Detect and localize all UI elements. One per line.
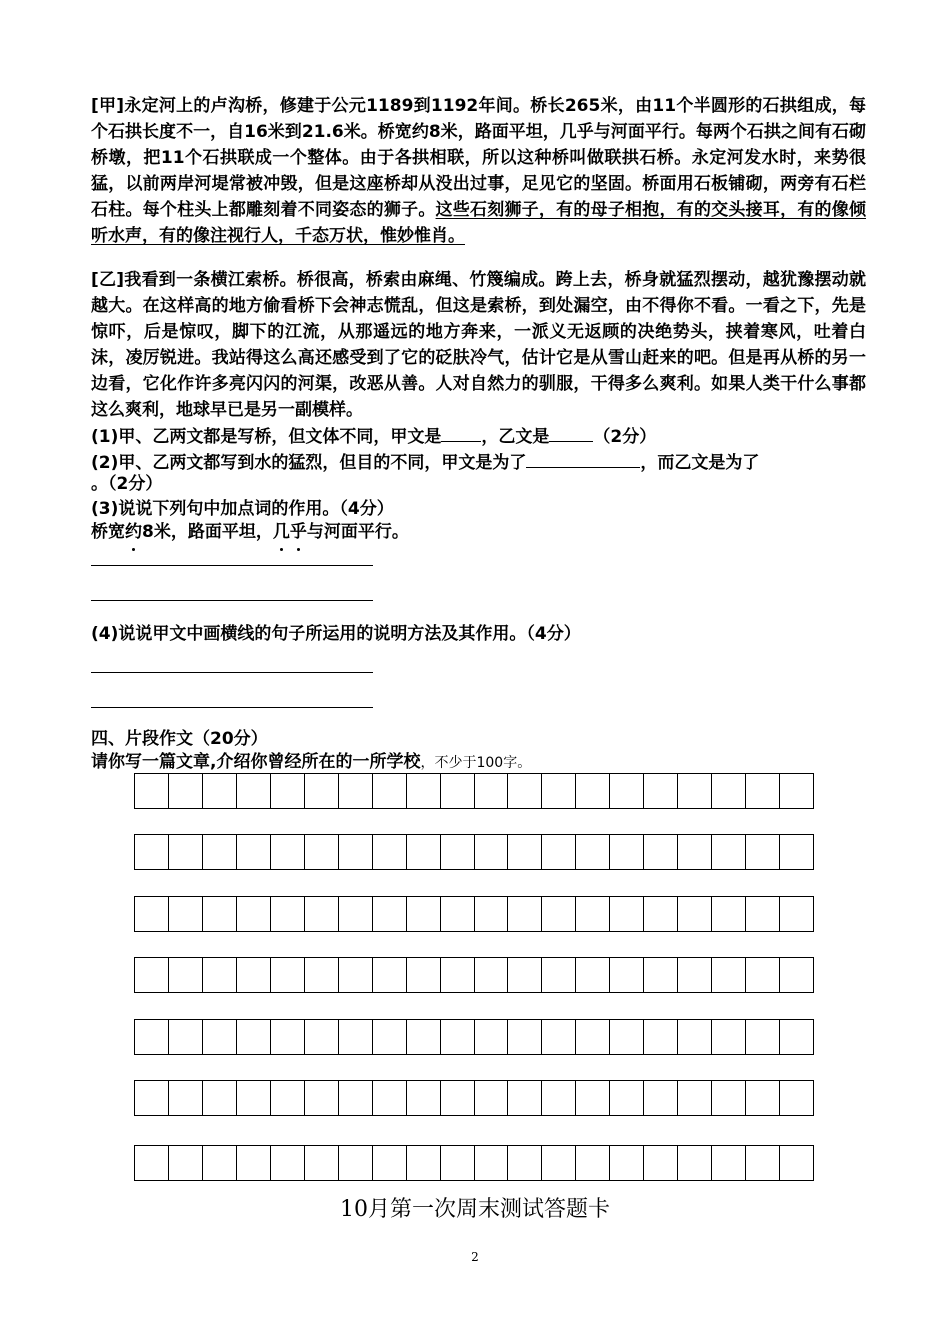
grid-cell[interactable] bbox=[407, 1146, 441, 1180]
grid-row bbox=[134, 834, 814, 870]
grid-cell[interactable] bbox=[644, 1020, 678, 1054]
grid-cell[interactable] bbox=[780, 835, 813, 869]
grid-cell[interactable] bbox=[780, 1081, 813, 1115]
grid-cell[interactable] bbox=[712, 1020, 746, 1054]
grid-cell[interactable] bbox=[678, 958, 712, 992]
question-3-sentence bbox=[91, 519, 871, 545]
grid-cell[interactable] bbox=[237, 1020, 271, 1054]
grid-cell[interactable] bbox=[678, 1081, 712, 1115]
grid-cell[interactable] bbox=[169, 1146, 203, 1180]
grid-cell[interactable] bbox=[237, 1146, 271, 1180]
grid-cell[interactable] bbox=[542, 1081, 576, 1115]
grid-cell[interactable] bbox=[373, 897, 407, 931]
grid-cell[interactable] bbox=[373, 1020, 407, 1054]
grid-cell[interactable] bbox=[441, 897, 475, 931]
grid-cell[interactable] bbox=[407, 897, 441, 931]
passage-jia-text: [甲]永定河上的卢沟桥，修建于公元1189到1192年间。桥长265米，由11个半圆形的石拱组成，每个石拱长度不一，自16米到21.6米。桥宽约8米，路面平坦，几乎与河面平行。每两个石拱之间有石砌桥墩，把11个石拱联成一个整体。由于各拱相联，所以这种桥叫做联拱石桥。永定河发水时，来势很猛，以前两岸河堤常被冲毁，但是这座桥却从没出过事，足见它的坚固。桥面用石板铺砌，两旁有石栏石柱。每个柱头上都雕刻着不同姿态的狮子。 bbox=[91, 96, 866, 220]
grid-cell[interactable] bbox=[441, 1020, 475, 1054]
grid-row bbox=[134, 1145, 814, 1181]
grid-cell[interactable] bbox=[475, 897, 509, 931]
grid-cell[interactable] bbox=[644, 1146, 678, 1180]
grid-cell[interactable] bbox=[203, 1020, 237, 1054]
grid-cell[interactable] bbox=[339, 958, 373, 992]
page-number: 2 bbox=[471, 1250, 479, 1264]
grid-cell[interactable] bbox=[610, 958, 644, 992]
question-2-continued bbox=[91, 471, 871, 497]
grid-cell[interactable] bbox=[678, 774, 712, 808]
grid-cell[interactable] bbox=[203, 774, 237, 808]
question-4-text: (4)说说甲文中画横线的句子所运用的说明方法及其作用。（4分） bbox=[91, 624, 581, 644]
grid-cell[interactable] bbox=[305, 1081, 339, 1115]
grid-cell[interactable] bbox=[475, 774, 509, 808]
grid-cell[interactable] bbox=[441, 958, 475, 992]
grid-cell[interactable] bbox=[305, 897, 339, 931]
grid-cell[interactable] bbox=[508, 1081, 542, 1115]
grid-cell[interactable] bbox=[407, 835, 441, 869]
grid-cell[interactable] bbox=[475, 835, 509, 869]
grid-cell[interactable] bbox=[271, 897, 305, 931]
grid-cell[interactable] bbox=[339, 774, 373, 808]
question-2-text-a: (2)甲、乙两文都写到水的猛烈，但目的不同，甲文是为了 bbox=[91, 453, 527, 473]
question-1-points: （2分） bbox=[593, 427, 657, 447]
grid-cell[interactable] bbox=[271, 835, 305, 869]
grid-cell[interactable] bbox=[576, 958, 610, 992]
grid-cell[interactable] bbox=[237, 774, 271, 808]
grid-cell[interactable] bbox=[644, 774, 678, 808]
passage-yi bbox=[91, 267, 866, 423]
grid-cell[interactable] bbox=[373, 774, 407, 808]
grid-cell[interactable] bbox=[441, 1146, 475, 1180]
grid-cell[interactable] bbox=[271, 1081, 305, 1115]
passage-yi-text: [乙]我看到一条横江索桥。桥很高，桥索由麻绳、竹篾编成。跨上去，桥身就猛烈摆动，越犹豫摆动就越大。在这样高的地方偷看桥下会神志慌乱，但这是索桥，到处漏空，由不得你不看。一看之下，先是惊吓，后是惊叹，脚下的江流，从那遥远的地方奔来，一派义无返顾的决绝势头，挟着寒风，吐着白沫，凌厉锐进。我站得这么高还感受到了它的砭肤冷气，估计它是从雪山赶来的吧。但是再从桥的另一边看，它化作许多亮闪闪的河渠，改恶从善。人对自然力的驯服，干得多么爽利。如果人类干什么事都这么爽利，地球早已是另一副模样。 bbox=[91, 270, 866, 420]
grid-cell[interactable] bbox=[441, 1081, 475, 1115]
grid-cell[interactable] bbox=[508, 774, 542, 808]
question-2-points: 。（2分） bbox=[91, 474, 163, 494]
grid-cell[interactable] bbox=[441, 774, 475, 808]
question-1-text-b: ，乙文是 bbox=[481, 427, 550, 447]
question-4 bbox=[91, 621, 871, 647]
grid-cell[interactable] bbox=[475, 958, 509, 992]
grid-cell[interactable] bbox=[644, 958, 678, 992]
grid-cell[interactable] bbox=[746, 958, 780, 992]
grid-cell[interactable] bbox=[135, 1146, 169, 1180]
grid-cell[interactable] bbox=[203, 1081, 237, 1115]
grid-cell[interactable] bbox=[203, 958, 237, 992]
grid-cell[interactable] bbox=[135, 1081, 169, 1115]
grid-cell[interactable] bbox=[373, 1146, 407, 1180]
grid-cell[interactable] bbox=[644, 1081, 678, 1115]
grid-cell[interactable] bbox=[780, 1020, 813, 1054]
grid-cell[interactable] bbox=[339, 1146, 373, 1180]
grid-cell[interactable] bbox=[475, 1020, 509, 1054]
grid-cell[interactable] bbox=[237, 1081, 271, 1115]
grid-cell[interactable] bbox=[780, 1146, 813, 1180]
grid-cell[interactable] bbox=[644, 835, 678, 869]
grid-cell[interactable] bbox=[746, 897, 780, 931]
passage-jia bbox=[91, 93, 866, 249]
grid-cell[interactable] bbox=[237, 958, 271, 992]
grid-cell[interactable] bbox=[508, 835, 542, 869]
grid-cell[interactable] bbox=[339, 1081, 373, 1115]
grid-cell[interactable] bbox=[576, 897, 610, 931]
grid-cell[interactable] bbox=[271, 1146, 305, 1180]
grid-cell[interactable] bbox=[780, 774, 813, 808]
question-2-text-b: ，而乙文是为了 bbox=[640, 453, 760, 473]
grid-cell[interactable] bbox=[746, 1146, 780, 1180]
grid-cell[interactable] bbox=[271, 1020, 305, 1054]
grid-cell[interactable] bbox=[237, 835, 271, 869]
grid-cell[interactable] bbox=[373, 1081, 407, 1115]
question-1 bbox=[91, 423, 871, 450]
grid-cell[interactable] bbox=[610, 835, 644, 869]
grid-cell[interactable] bbox=[678, 897, 712, 931]
grid-cell[interactable] bbox=[305, 835, 339, 869]
grid-cell[interactable] bbox=[169, 958, 203, 992]
section-4-prompt-length: ，不少于100字。 bbox=[420, 755, 532, 771]
grid-cell[interactable] bbox=[407, 1020, 441, 1054]
grid-cell[interactable] bbox=[169, 1020, 203, 1054]
grid-cell[interactable] bbox=[576, 1081, 610, 1115]
section-4-heading-text: 四、片段作文（20分） bbox=[91, 729, 268, 749]
q3-sentence-part-2: 8米，路面平坦， bbox=[142, 522, 273, 542]
grid-cell[interactable] bbox=[644, 897, 678, 931]
grid-cell[interactable] bbox=[712, 1146, 746, 1180]
grid-cell[interactable] bbox=[271, 774, 305, 808]
answer-blank-q2-jia[interactable] bbox=[526, 449, 640, 468]
grid-cell[interactable] bbox=[407, 774, 441, 808]
grid-cell[interactable] bbox=[203, 1146, 237, 1180]
grid-cell[interactable] bbox=[746, 1020, 780, 1054]
passage-jia-underlined-sentence: 这些石刻狮子，有的母子相抱，有的交头接耳，有的像倾听水声，有的像注视行人，千态万状，惟妙惟肖。 bbox=[91, 200, 867, 246]
grid-cell[interactable] bbox=[542, 897, 576, 931]
grid-cell[interactable] bbox=[373, 958, 407, 992]
grid-cell[interactable] bbox=[203, 835, 237, 869]
grid-cell[interactable] bbox=[712, 774, 746, 808]
grid-cell[interactable] bbox=[305, 1146, 339, 1180]
grid-cell[interactable] bbox=[135, 774, 169, 808]
q3-dotted-word-1: 约 bbox=[125, 519, 142, 545]
grid-cell[interactable] bbox=[542, 958, 576, 992]
grid-cell[interactable] bbox=[712, 958, 746, 992]
grid-cell[interactable] bbox=[610, 897, 644, 931]
grid-row bbox=[134, 896, 814, 932]
answer-line-q3-1[interactable] bbox=[91, 565, 373, 566]
grid-cell[interactable] bbox=[305, 774, 339, 808]
grid-cell[interactable] bbox=[373, 835, 407, 869]
grid-cell[interactable] bbox=[576, 774, 610, 808]
grid-cell[interactable] bbox=[542, 1146, 576, 1180]
grid-cell[interactable] bbox=[169, 897, 203, 931]
question-3-text: (3)说说下列句中加点词的作用。（4分） bbox=[91, 499, 394, 519]
grid-cell[interactable] bbox=[780, 958, 813, 992]
grid-cell[interactable] bbox=[712, 1081, 746, 1115]
grid-cell[interactable] bbox=[305, 1020, 339, 1054]
grid-cell[interactable] bbox=[678, 1146, 712, 1180]
grid-row bbox=[134, 1019, 814, 1055]
grid-cell[interactable] bbox=[339, 897, 373, 931]
grid-cell[interactable] bbox=[407, 958, 441, 992]
grid-cell[interactable] bbox=[441, 835, 475, 869]
grid-cell[interactable] bbox=[576, 835, 610, 869]
grid-cell[interactable] bbox=[135, 1020, 169, 1054]
grid-cell[interactable] bbox=[542, 835, 576, 869]
q3-dotted-word-3: 乎 bbox=[290, 519, 307, 545]
section-4-prompt-main: 请你写一篇文章,介绍你曾经所在的一所学校 bbox=[91, 752, 421, 772]
grid-cell[interactable] bbox=[169, 774, 203, 808]
grid-cell[interactable] bbox=[678, 835, 712, 869]
grid-cell[interactable] bbox=[576, 1146, 610, 1180]
grid-cell[interactable] bbox=[203, 897, 237, 931]
answer-line-q4-2[interactable] bbox=[91, 707, 373, 708]
grid-cell[interactable] bbox=[169, 835, 203, 869]
grid-cell[interactable] bbox=[339, 835, 373, 869]
grid-cell[interactable] bbox=[508, 1146, 542, 1180]
answer-line-q3-2[interactable] bbox=[91, 600, 373, 601]
grid-cell[interactable] bbox=[712, 897, 746, 931]
grid-cell[interactable] bbox=[712, 835, 746, 869]
grid-cell[interactable] bbox=[576, 1020, 610, 1054]
answer-blank-q1-yi[interactable] bbox=[549, 423, 593, 442]
grid-cell[interactable] bbox=[169, 1081, 203, 1115]
grid-cell[interactable] bbox=[271, 958, 305, 992]
grid-cell[interactable] bbox=[610, 1146, 644, 1180]
grid-cell[interactable] bbox=[610, 774, 644, 808]
grid-cell[interactable] bbox=[746, 835, 780, 869]
q3-sentence-part-3: 与河面平行。 bbox=[306, 522, 409, 542]
grid-cell[interactable] bbox=[475, 1081, 509, 1115]
grid-cell[interactable] bbox=[542, 774, 576, 808]
grid-cell[interactable] bbox=[508, 958, 542, 992]
grid-cell[interactable] bbox=[746, 774, 780, 808]
grid-cell[interactable] bbox=[610, 1020, 644, 1054]
grid-cell[interactable] bbox=[678, 1020, 712, 1054]
grid-cell[interactable] bbox=[780, 897, 813, 931]
section-4-prompt bbox=[91, 749, 871, 776]
answer-card-title: 10月第一次周末测试答题卡 bbox=[340, 1197, 610, 1222]
grid-cell[interactable] bbox=[339, 1020, 373, 1054]
grid-cell[interactable] bbox=[135, 835, 169, 869]
q3-dotted-word-2: 几 bbox=[273, 519, 290, 545]
answer-line-q4-1[interactable] bbox=[91, 672, 373, 673]
grid-cell[interactable] bbox=[407, 1081, 441, 1115]
grid-cell[interactable] bbox=[237, 897, 271, 931]
grid-row bbox=[134, 773, 814, 809]
grid-cell[interactable] bbox=[746, 1081, 780, 1115]
grid-cell[interactable] bbox=[475, 1146, 509, 1180]
grid-cell[interactable] bbox=[610, 1081, 644, 1115]
grid-cell[interactable] bbox=[135, 897, 169, 931]
grid-cell[interactable] bbox=[508, 1020, 542, 1054]
grid-cell[interactable] bbox=[135, 958, 169, 992]
grid-cell[interactable] bbox=[542, 1020, 576, 1054]
grid-row bbox=[134, 1080, 814, 1116]
grid-row bbox=[134, 957, 814, 993]
grid-cell[interactable] bbox=[508, 897, 542, 931]
question-1-text-a: (1)甲、乙两文都是写桥，但文体不同，甲文是 bbox=[91, 427, 442, 447]
grid-cell[interactable] bbox=[305, 958, 339, 992]
q3-sentence-part-1: 桥宽 bbox=[91, 522, 125, 542]
answer-blank-q1-jia[interactable] bbox=[441, 423, 481, 442]
